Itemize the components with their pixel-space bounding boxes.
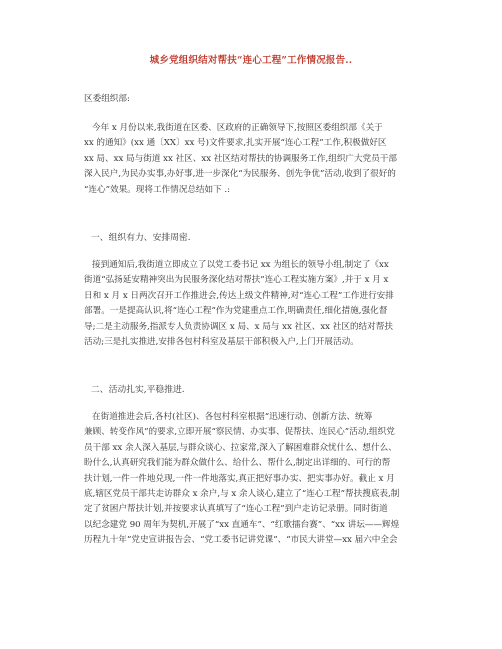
paragraph-line: 活动;三是扎实推进,安排各包村科室及基层干部积极入户,上门开展活动。 (84, 337, 359, 348)
paragraph-line: 盼什么,认真研究我们能为群众做什么、给什么、帮什么,制定出详细的、可行的帮 (84, 458, 391, 469)
section-heading-2: 二、活动扎实,平稳推进. (91, 385, 185, 395)
paragraph-line: 接到通知后,我街道立即成立了以党工委书记 xx 为组长的领导小组,制定了《xx (92, 260, 389, 270)
paragraph-line: 深入民户,为民办实事,办好事,进一步深化“为民服务、创先争优”活动,收到了很好的 (84, 169, 396, 180)
paragraph-organization (84, 258, 424, 350)
paragraph-line: 历程九十年”党史宣讲报告会、“党工委书记讲党课”、“市民大讲堂—xx 届六中全会 (84, 535, 398, 546)
paragraph-activities (84, 410, 424, 549)
paragraph-line: 导;二是主动服务,指派专人负责协调区 x 局、x 局与 xx 社区、xx 社区的结对帮扶 (84, 321, 393, 332)
salutation: 区委组织部: (84, 94, 130, 104)
paragraph-line: 以纪念建党 90 周年为契机,开展了“xx 直通车”、“红歌擂台赛”、“xx 讲坛——辉煌 (84, 519, 400, 530)
section-heading-1: 一、组织有力、安排周密. (91, 233, 191, 243)
paragraph-line: 在街道推进会后,各村(社区)、各包村科室根据“迅速行动、创新方法、统筹 (92, 412, 373, 422)
paragraph-line: 日和 x 月 x 日两次召开工作推进会,传达上级文件精神,对“连心工程”工作进行安排 (84, 290, 394, 301)
paragraph-line: 今年 x 月份以来,我街道在区委、区政府的正确领导下,按照区委组织部《关于 (92, 123, 383, 133)
paragraph-line: 兼顾、转变作风”的要求,立即开展“察民情、办实事、促帮扶、连民心”活动,组织党 (84, 427, 395, 438)
paragraph-line: xx 局、xx 局与街道 xx 社区、xx 社区结对帮扶的协调服务工作,组织广大党员干部 (84, 153, 397, 164)
paragraph-line: 街道“弘扬延安精神突出为民服务深化结对帮扶”连心工程实施方案》,并于 x 月 x (84, 275, 389, 286)
paragraph-line: 底,辖区党员干部共走访群众 x 余户,与 x 余人谈心,建立了“连心工程”帮扶搜底表,制 (84, 489, 400, 500)
paragraph-line: 员干部 xx 余人深入基层,与群众谈心、拉家常,深入了解困难群众忧什么、想什么、 (84, 442, 397, 453)
paragraph-line: xx 的通知》(xx 通〔XX〕xx 号)文件要求,扎实开展“连心工程”工作,积极做好区 (84, 138, 387, 149)
paragraph-line: 部署。一是提高认识,将“连心工程”作为党建重点工作,明确责任,细化措施,强化督 (84, 306, 388, 317)
paragraph-line: 扶计划,一件一件地兑现,一件一件地落实,真正把好事办实、把实事办好。截止 x 月 (84, 473, 395, 484)
document-title: 城乡党组织结对帮扶“连心工程”工作情况报告.. (149, 55, 353, 66)
paragraph-line: 定了贫困户帮扶计划,并按要求认真填写了“连心工程”到户走访记录册。同时街道 (84, 504, 388, 515)
paragraph-line: “连心”效果。现将工作情况总结如下 .: (84, 184, 231, 195)
paragraph-intro (84, 121, 424, 198)
